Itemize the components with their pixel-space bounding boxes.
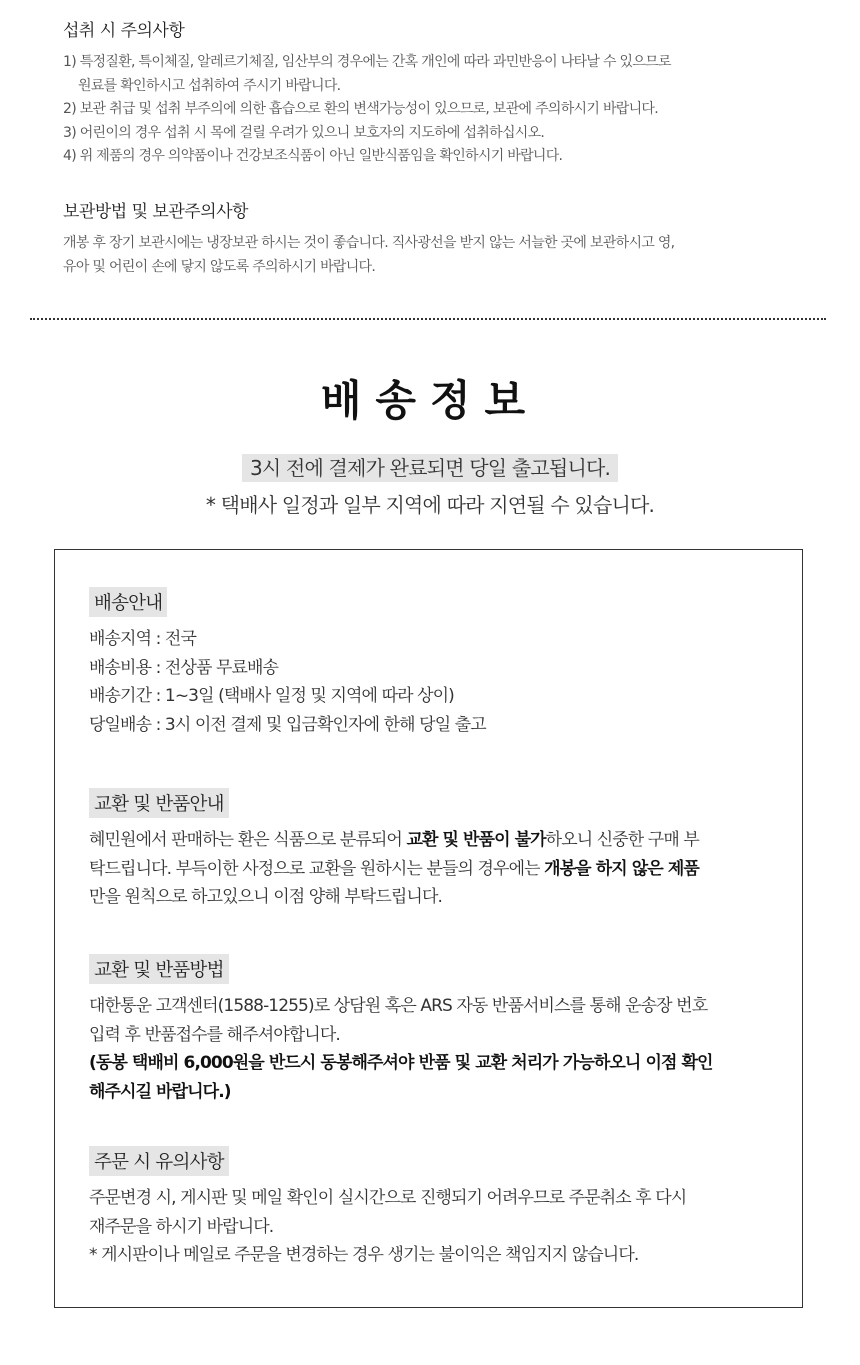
return-method-line: 입력 후 반품접수를 해주셔야합니다. [89,1024,340,1045]
intake-caution-line: 2) 보관 취급 및 섭취 부주의에 의한 흡습으로 환의 변색가능성이 있으므로, 보관에 주의하시기 바랍니다. [63,101,659,117]
intake-caution-section [63,16,823,169]
shipping-fee-emphasis: 해주시길 바랍니다.) [89,1081,231,1102]
delivery-guide-line: 배송지역 : 전국 [89,629,196,649]
order-caution-heading: 주문 시 유의사항 [89,1146,229,1176]
delivery-guide-line: 당일배송 : 3시 이전 결제 및 입금확인자에 한해 당일 출고 [89,714,486,735]
shipping-info-box [54,549,803,1308]
return-method-line [89,1078,779,1107]
delivery-guide-section [89,587,779,739]
return-method-body [89,992,779,1106]
intake-caution-line: 원료를 확인하시고 섭취하여 주시기 바랍니다. [78,77,341,94]
intake-caution-line: 1) 특정질환, 특이체질, 알레르기체질, 임산부의 경우에는 간혹 개인에 따라 과민반응이 나타날 수 있으므로 [63,54,671,70]
return-method-heading: 교환 및 반품방법 [89,954,229,984]
order-caution-line: * 게시판이나 메일로 주문을 변경하는 경우 생기는 불이익은 책임지지 않습니다. [89,1245,639,1265]
delivery-guide-body [89,625,779,739]
return-guide-line: 탁드립니다. 부득이한 사정으로 교환을 원하시는 분들의 경우에는 개봉을 하지 않은 제품 [89,858,699,879]
return-method-line [89,1049,779,1078]
return-method-line: 대한통운 고객센터(1588-1255)로 상담원 혹은 ARS 자동 반품서비스를 통해 운송장 번호 [89,996,708,1016]
intake-caution-title: 섭취 시 주의사항 [63,21,185,41]
delivery-guide-heading: 배송안내 [89,587,167,617]
storage-line: 유아 및 어린이 손에 닿지 않도록 주의하시기 바랍니다. [63,258,376,275]
same-day-notice-text: 3시 전에 결제가 완료되면 당일 출고됩니다. [242,454,618,482]
storage-title: 보관방법 및 보관주의사항 [63,202,248,222]
storage-line: 개봉 후 장기 보관시에는 냉장보관 하시는 것이 좋습니다. 직사광선을 받지 않는 서늘한 곳에 보관하시고 영, [63,235,675,251]
return-guide-body [89,826,779,912]
order-caution-section [89,1146,779,1270]
shipping-fee-emphasis: (동봉 택배비 6,000원을 반드시 동봉해주셔야 반품 및 교환 처리가 가능하오니 이점 확인 [89,1053,713,1073]
delivery-guide-line: 배송비용 : 전상품 무료배송 [89,657,279,678]
return-guide-heading: 교환 및 반품안내 [89,788,229,818]
shipping-info-title: 배송정보 [320,376,540,425]
storage-section [63,197,823,279]
return-guide-line: 혜민원에서 판매하는 환은 식품으로 분류되어 교환 및 반품이 불가하오니 신중한 구매 부 [89,830,699,850]
intake-caution-line: 4) 위 제품의 경우 의약품이나 건강보조식품이 아닌 일반식품임을 확인하시기 바랍니다. [63,148,563,164]
no-return-emphasis: 교환 및 반품이 불가 [406,830,546,850]
order-caution-line: 재주문을 하시기 바랍니다. [89,1216,274,1237]
return-guide-section [89,788,779,912]
intake-caution-line: 3) 어린이의 경우 섭취 시 목에 걸릴 우려가 있으니 보호자의 지도하에 섭취하십시오. [63,124,545,141]
return-guide-line: 만을 원칙으로 하고있으니 이점 양해 부탁드립니다. [89,887,442,907]
same-day-notice [0,452,860,481]
unopened-emphasis: 개봉을 하지 않은 제품 [544,858,699,879]
delivery-guide-line: 배송기간 : 1~3일 (택배사 일정 및 지역에 따라 상이) [89,686,454,706]
dotted-divider [30,318,826,320]
order-caution-body [89,1184,779,1270]
delay-notice: * 택배사 일정과 일부 지역에 따라 지연될 수 있습니다. [205,493,655,517]
return-method-section [89,954,779,1106]
order-caution-line: 주문변경 시, 게시판 및 메일 확인이 실시간으로 진행되기 어려우므로 주문취소 후 다시 [89,1188,687,1208]
